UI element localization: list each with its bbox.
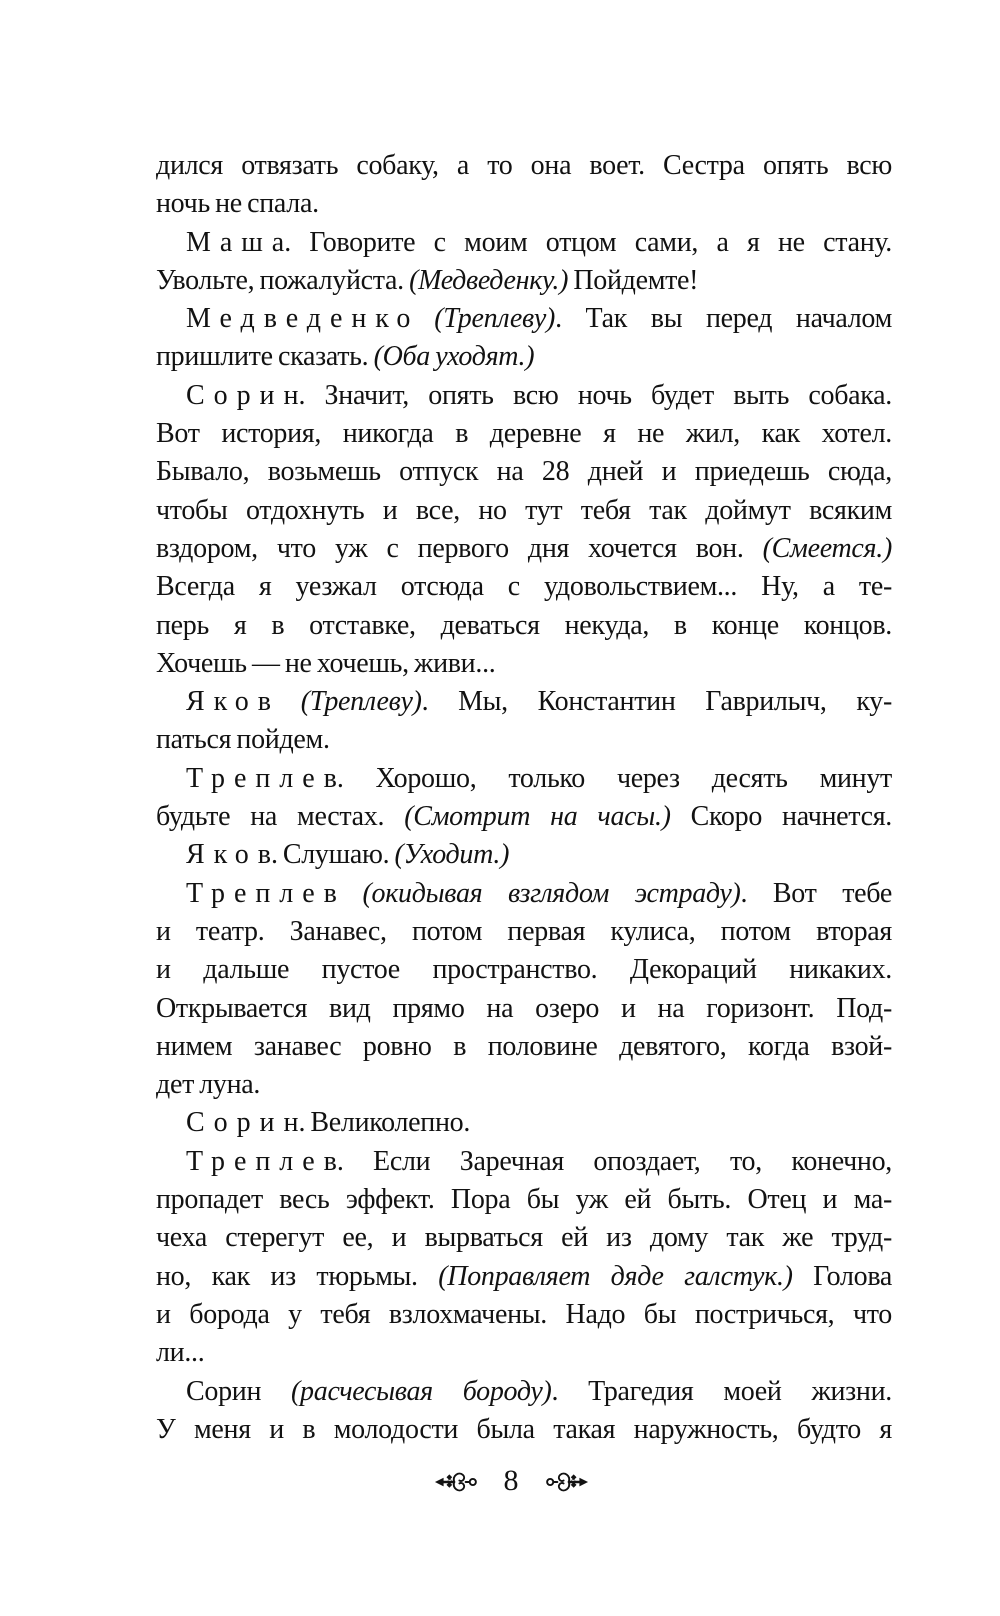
text-run: дился отвязать собаку, а то она воет. Сестра опять всю [156,150,892,181]
text-run: . Значит, опять всю ночь будет выть собака. [298,379,892,411]
fleuron-left-icon [434,1468,480,1496]
text-run: У меня и в молодости была такая наружность, будто я [156,1413,892,1445]
text-run: и дальше пустое пространство. Декораций никаких. [156,954,892,986]
text-line [156,836,892,874]
text-run [337,878,363,909]
text-run: Сорин [186,1375,292,1407]
text-run: дет луна. [156,1069,261,1101]
text-run: . Великолепно. [298,1107,471,1139]
text-run: перь я в отставке, деваться некуда, в конце концов. [156,609,892,641]
text-run: ночь не спала. [156,188,319,220]
text-line [156,875,892,913]
text-line [156,453,892,491]
text-run: . Хорошо, только через десять минут [336,762,892,794]
text-line [156,147,892,185]
text-run: . Вот тебе [740,877,892,909]
text-run: Пойдемте! [568,264,699,296]
page-number: 8 [503,1464,519,1497]
stage-direction: (Поправляет дяде галстук.) [438,1260,793,1292]
stage-direction: (Уходит.) [394,839,510,871]
character-name: Яков [186,839,280,871]
text-line [156,1219,892,1257]
text-line [156,1066,892,1104]
character-name: Треплев [186,762,346,794]
text-run: Скоро начнется. [670,801,892,833]
stage-direction: (Смеется.) [762,532,892,564]
text-run: . Трагедия моей жизни. [551,1375,892,1407]
text-line [156,721,892,759]
stage-direction: (расчесывая бороду) [291,1375,552,1407]
text-line [156,492,892,530]
text-line [156,951,892,989]
character-name: Сорин [186,1107,308,1139]
text-run [410,303,434,334]
text-run: Увольте, пожалуйста. [156,264,410,296]
text-run: Всегда я уезжал отсюда с удовольствием... Ну, а те- [156,571,892,603]
text-run: Бывало, возьмешь отпуск на 28 дней и приедешь сюда, [156,456,892,488]
stage-direction: (Оба уходят.) [373,341,535,373]
text-line [156,185,892,223]
character-name: Сорин [186,379,308,411]
text-line [156,1181,892,1219]
text-line [156,1143,892,1181]
text-line [156,607,892,645]
text-run: . Так вы перед началом [555,303,892,335]
text-line [156,913,892,951]
text-run: но, как из тюрьмы. [156,1260,439,1292]
text-run: пришлите сказать. [156,341,374,373]
character-name: Медведенко [186,303,420,335]
text-run: Вот история, никогда в деревне я не жил, как хотел. [156,418,892,450]
text-line [156,1296,892,1334]
page-text [156,147,892,1449]
text-line [156,683,892,721]
text-run: . Говорите с моим отцом сами, а я не стану. [284,226,892,258]
text-run: будьте на местах. [156,801,405,833]
text-run: чтобы отдохнуть и все, но тут тебя так доймут всяким [156,494,892,526]
stage-direction: (окидывая взглядом эстраду) [362,877,741,909]
text-line [156,568,892,606]
text-run: и театр. Занавес, потом первая кулиса, потом вторая [156,915,892,947]
text-line [156,377,892,415]
character-name: Яков [186,686,280,718]
text-run: паться пойдем. [156,724,330,756]
stage-direction: (Смотрит на часы.) [404,801,671,833]
character-name: Треплев [186,1145,346,1177]
fleuron-right-icon [543,1468,589,1496]
text-line [156,530,892,568]
text-line [156,990,892,1028]
footer-ornament-group [434,1466,589,1498]
text-run: Хочешь — не хочешь, живи... [156,647,496,679]
text-run: пропадет весь эффект. Пора бы уж ей быть. Отец и ма- [156,1184,892,1216]
text-run: Голова [792,1260,892,1292]
text-run: . Слушаю. [270,839,395,871]
text-line [156,798,892,836]
text-line [156,300,892,338]
text-run: нимем занавес ровно в половине девятого, когда взой- [156,1030,892,1062]
character-name: Треплев [186,877,346,909]
text-line [156,262,892,300]
text-line [156,1028,892,1066]
text-run: и борода у тебя взлохмачены. Надо бы постричься, что [156,1298,892,1330]
text-run: чеха стерегут ее, и вырваться ей из дому так же труд- [156,1222,892,1254]
text-line [156,1104,892,1142]
text-line [156,224,892,262]
character-name: Маша [186,226,294,258]
stage-direction: (Треплеву) [434,303,556,335]
text-line [156,415,892,453]
text-run: вздором, что уж с первого дня хочется вон. [156,532,763,564]
text-run: . Мы, Константин Гаврилыч, ку- [421,686,892,718]
text-line [156,338,892,376]
text-run: . Если Заречная опоздает, то, конечно, [336,1145,892,1177]
text-line [156,1334,892,1372]
stage-direction: (Треплеву) [300,686,422,718]
text-line [156,1258,892,1296]
text-run: ли... [156,1337,205,1369]
page-footer [0,1466,1000,1498]
text-line [156,760,892,798]
text-run: Открывается вид прямо на озеро и на горизонт. Под- [156,992,892,1024]
text-line [156,1411,892,1449]
text-run [271,686,301,717]
text-line [156,1373,892,1411]
text-line [156,645,892,683]
stage-direction: (Медведенку.) [409,264,569,296]
